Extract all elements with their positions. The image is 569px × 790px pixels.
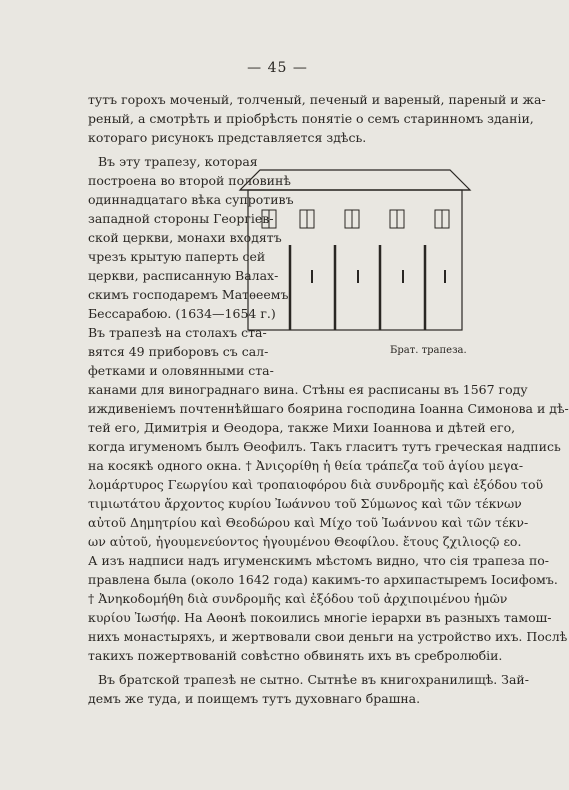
text-line: Въ трапезѣ на столахъ ста- — [88, 325, 267, 340]
text-line: ской церкви, монахи входятъ — [88, 230, 282, 245]
text-line: иждивеніемъ почтеннѣйшаго боярина господина Іоанна Симонова и дѣ- — [88, 401, 569, 416]
text-line: одиннадцатаго вѣка супротивъ — [88, 192, 294, 207]
text-line: А изъ надписи надъ игуменскимъ мѣстомъ видно, что сія трапеза по- — [88, 553, 550, 568]
text-line: αὐτοῦ Δημητρίου καὶ Θεοδώρου καὶ Μίχο τοῦ Ἰωάννου καὶ τῶν τέκν- — [88, 515, 529, 530]
text-line: κυρίου Ἰωσήφ. На Аѳонѣ покоились многіе іерархи въ разныхъ тамош- — [88, 610, 552, 625]
text-line: построена во второй половинѣ — [88, 173, 291, 188]
text-line: ων αὐτοῦ, ἡγουμενεύοντος ἡγουμένου Θεοφίλου. ἔτους ζχιλιοςῷ εο. — [88, 534, 522, 549]
text-line: Въ эту трапезу, которая — [98, 154, 258, 169]
text-line: Въ братской трапезѣ не сытно. Сытнѣе въ книгохранилищѣ. Зай- — [98, 672, 529, 687]
text-line: когда игуменомъ былъ Ѳеофилъ. Такъ гласитъ тутъ греческая надпись — [88, 439, 561, 454]
text-line: τιμιωτάτου ἄρχοντος κυρίου Ἰωάννου τοῦ Σύμωνος καὶ τῶν τέκνων — [88, 496, 522, 511]
refectory-illustration — [240, 165, 470, 365]
text-line: правлена была (около 1642 года) какимъ-то архипастыремъ Іосифомъ. — [88, 572, 558, 587]
page-number: — 45 — — [247, 60, 308, 76]
text-line: скимъ господаремъ Матѳеемъ — [88, 287, 289, 302]
text-line: реный, а смотрѣть и пріобрѣсть понятіе о семъ старинномъ зданіи, — [88, 111, 534, 126]
text-line: † Ἀνηκοδομήθη διὰ συνδρομῆς καὶ ἐξόδου τοῦ ἀρχιποιμένου ἡμῶν — [88, 591, 508, 606]
building-drawing — [240, 165, 470, 345]
text-line: котораго рисунокъ представляется здѣсь. — [88, 130, 367, 145]
figure-caption: Брат. трапеза. — [390, 345, 467, 356]
text-line: λομάρτυρος Γεωργίου καὶ τροπαιοφόρου διὰ συνδρομῆς καὶ ἐξόδου τοῦ — [88, 477, 544, 492]
text-line: Бессарабою. (1634—1654 г.) — [88, 306, 276, 321]
text-line: фетками и оловянными ста- — [88, 363, 274, 378]
text-line: на косякѣ одного окна. † Ἀνιςορίθη ἡ θεία τράπεζα τοῦ ἁγίου μεγα- — [88, 458, 524, 473]
text-line: вятся 49 приборовъ съ сал- — [88, 344, 269, 359]
text-line: тутъ горохъ моченый, толченый, печеный и вареный, пареный и жа- — [88, 92, 546, 107]
text-line: канами для винограднаго вина. Стѣны ея расписаны въ 1567 году — [88, 382, 528, 397]
text-line: церкви, расписанную Валах- — [88, 268, 279, 283]
text-line: нихъ монастыряхъ, и жертвовали свои деньги на устройство ихъ. Послѣ — [88, 629, 568, 644]
text-line: чрезъ крытую паперть сей — [88, 249, 266, 264]
text-line: западной стороны Георгіев- — [88, 211, 274, 226]
text-line: такихъ пожертвованій совѣстно обвинять ихъ въ сребролюбіи. — [88, 648, 503, 663]
text-line: демъ же туда, и поищемъ тутъ духовнаго брашна. — [88, 691, 421, 706]
text-line: тей его, Димитрія и Ѳеодора, также Михи Іоаннова и дѣтей его, — [88, 420, 516, 435]
